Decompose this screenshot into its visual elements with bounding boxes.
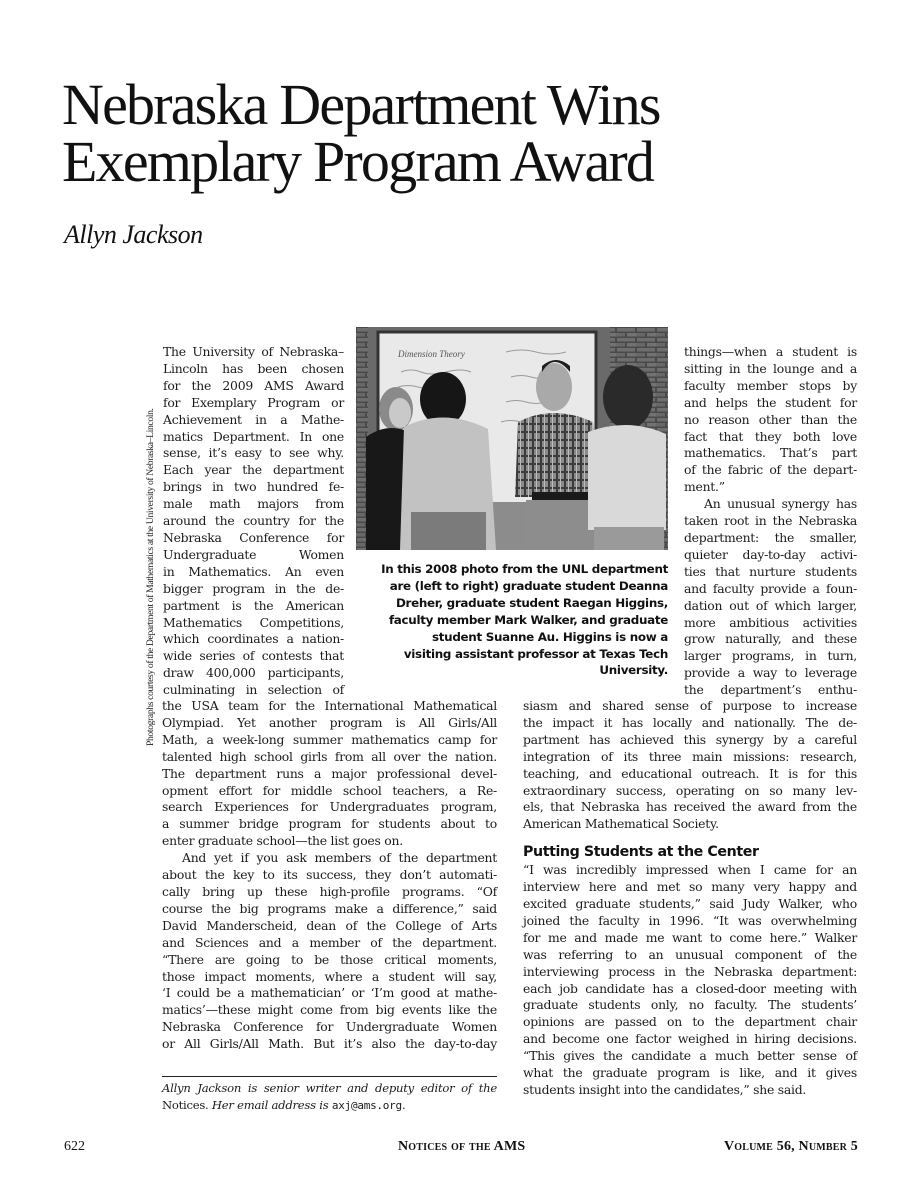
author-email-link[interactable]: axj@ams.org <box>331 1098 402 1112</box>
body-line: draw 400,000 participants, <box>163 665 344 681</box>
body-line: “There are going to be those critical moments, <box>162 951 497 967</box>
body-line: in Mathematics. An even <box>163 563 344 579</box>
footnote-line-2 <box>162 1098 405 1112</box>
body-line: larger programs, in turn, <box>684 648 857 664</box>
body-line: Mathematics Competitions, <box>163 614 344 630</box>
body-line: interview here and met so many very happy and <box>523 879 857 895</box>
body-line: interviewing process in the Nebraska department: <box>523 963 857 979</box>
body-line: Achievement in a Mathe- <box>163 411 344 427</box>
body-line: “This gives the candidate a much better sense of <box>523 1048 857 1064</box>
body-line: and Sciences and a member of the department. <box>162 934 497 950</box>
photo-caption <box>352 561 668 679</box>
photo-credit: Photographs courtesy of the Department of Mathematics at the University of Nebraska–Lincoln. <box>145 408 156 746</box>
body-line: integration of its three main missions: research, <box>523 748 857 764</box>
body-line: ‘I could be a mathematician’ or ‘I’m good at mathe- <box>162 985 497 1001</box>
footnote-rule <box>162 1076 497 1077</box>
body-line: The department runs a major professional devel- <box>162 765 497 781</box>
footnote-journal: Notices. <box>162 1097 209 1112</box>
page-number: 622 <box>64 1139 85 1154</box>
author-footnote <box>162 1080 497 1114</box>
body-line: els, that Nebraska has received the award from the <box>523 799 857 815</box>
caption-line: faculty member Mark Walker, and graduate <box>388 612 668 627</box>
group-photo-image <box>356 327 668 550</box>
body-line: The University of Nebraska– <box>163 344 344 359</box>
right-column-top <box>684 344 857 699</box>
left-bottom-paragraph-1 <box>162 698 497 850</box>
caption-line: University. <box>599 663 668 678</box>
body-line: joined the faculty in 1996. “It was overwhelming <box>523 912 857 928</box>
body-line: for the 2009 AMS Award <box>163 377 344 393</box>
body-line: which coordinates a nation- <box>163 631 344 647</box>
body-line: wide series of contests that <box>163 648 344 664</box>
body-line: about the key to its success, they don’t automati- <box>162 867 497 883</box>
right-top-paragraph-1 <box>684 344 857 496</box>
body-line: of the fabric of the depart- <box>684 462 857 478</box>
body-line: was referring to an unusual component of the <box>523 946 857 962</box>
body-line: the impact it has locally and nationally. The de- <box>523 714 857 730</box>
body-line: An unusual synergy has <box>704 496 857 512</box>
body-line: taken root in the Nebraska <box>684 513 857 529</box>
caption-line: are (left to right) graduate student Deanna <box>389 578 668 593</box>
body-line: what the graduate program is like, and it gives <box>523 1065 857 1081</box>
body-line: partment is the American <box>163 597 344 613</box>
body-line: partment has achieved this synergy by a careful <box>523 731 857 747</box>
body-line: siasm and shared sense of purpose to increase <box>523 698 857 713</box>
body-line: dation out of which larger, <box>684 597 857 613</box>
body-line: a summer bridge program for students about to <box>162 816 497 832</box>
body-line: teaching, and educational outreach. It is for this <box>523 765 857 781</box>
body-line: David Manderscheid, dean of the College of Arts <box>162 917 497 933</box>
body-line: opinions are passed on to the department chair <box>523 1014 857 1030</box>
body-line: matics Department. In one <box>163 428 344 444</box>
footnote-period: . <box>401 1097 406 1112</box>
body-line: fact that they both love <box>684 428 857 444</box>
left-column-bottom <box>162 698 497 1053</box>
caption-line: visiting assistant professor at Texas Tech <box>403 646 668 661</box>
body-line: cally bring up these high-profile programs. “Of <box>162 883 497 899</box>
body-line: Lincoln has been chosen <box>163 360 344 376</box>
body-line: And yet if you ask members of the department <box>182 850 497 866</box>
body-line: and faculty provide a foun- <box>684 580 857 596</box>
body-line: department: the smaller, <box>684 529 857 545</box>
body-line: matics’—these might come from big events like the <box>162 1002 497 1018</box>
body-line: the department’s enthu- <box>684 682 857 698</box>
body-line: for Exemplary Program or <box>163 394 344 410</box>
body-line: “I was incredibly impressed when I came for an <box>523 862 857 878</box>
body-line: opment effort for middle school teachers, a Re- <box>162 782 497 798</box>
body-line: and become one factor weighed in hiring decisions. <box>523 1031 857 1047</box>
caption-line: student Suanne Au. Higgins is now a <box>432 629 668 644</box>
right-bottom-paragraph-2 <box>523 862 857 1099</box>
body-line: those impact moments, where a student will say, <box>162 968 497 984</box>
body-line: students insight into the candidates,” she said. <box>523 1081 807 1097</box>
article-photo <box>356 327 668 550</box>
body-line: Math, a week-long summer mathematics camp for <box>162 731 497 747</box>
right-bottom-paragraph-1 <box>523 698 857 833</box>
body-line: enter graduate school—the list goes on. <box>162 833 403 849</box>
author-byline: Allyn Jackson <box>64 220 203 249</box>
body-line: grow naturally, and these <box>684 631 857 647</box>
body-line: talented high school girls from all over the nation. <box>162 748 497 764</box>
footnote-italic: Allyn Jackson is senior writer and deputy editor of the <box>162 1081 497 1095</box>
body-line: bigger program in the de- <box>163 580 344 596</box>
body-line: culminating in selection of <box>163 682 344 698</box>
body-line: no reason other than the <box>684 411 857 427</box>
body-line: sitting in the lounge and a <box>684 360 857 376</box>
body-line: things—when a student is <box>684 344 857 359</box>
body-line: and helps the student for <box>684 394 857 410</box>
body-line: faculty member stops by <box>684 377 857 393</box>
body-line: brings in two hundred fe- <box>163 479 344 495</box>
title-line-1: Nebraska Department Wins <box>62 72 660 137</box>
body-line: ties that nurture students <box>684 563 857 579</box>
body-line: around the country for the <box>163 513 344 529</box>
body-line: or All Girls/All Math. But it’s also the day-to-day <box>162 1036 497 1052</box>
caption-line: In this 2008 photo from the UNL department <box>381 562 668 576</box>
right-top-paragraph-2 <box>684 496 857 699</box>
body-line: provide a way to leverage <box>684 665 857 681</box>
body-line: graduate students only, no faculty. The students’ <box>523 997 857 1013</box>
body-line: search Experiences for Undergraduates program, <box>162 799 497 815</box>
body-line: each job candidate has a closed-door meeting with <box>523 980 857 996</box>
article-title <box>62 72 822 194</box>
body-line: course the big programs make a difference,” said <box>162 900 497 916</box>
footnote-line-1 <box>162 1080 497 1097</box>
body-line: ment.” <box>684 479 725 495</box>
left-bottom-paragraph-2 <box>162 850 497 1053</box>
right-column-bottom <box>523 698 857 1099</box>
footnote-italic-2: Her email address is <box>211 1097 329 1112</box>
left-column-top <box>163 344 344 699</box>
body-line: for me and made me want to come here.” Walker <box>523 929 857 945</box>
body-line: Nebraska Conference for Undergraduate Women <box>162 1019 497 1035</box>
body-line: excited graduate students,” said Judy Walker, who <box>523 895 857 911</box>
body-line: Nebraska Conference for <box>163 529 344 545</box>
caption-line: Dreher, graduate student Raegan Higgins, <box>395 595 668 610</box>
journal-name: Notices of the AMS <box>398 1139 526 1154</box>
body-line: Olympiad. Yet another program is All Girls/All <box>162 714 497 730</box>
section-heading: Putting Students at the Center <box>523 844 759 861</box>
body-line: American Mathematical Society. <box>523 816 719 832</box>
body-line: the USA team for the International Mathematical <box>162 698 497 713</box>
whiteboard-text: Dimension Theory <box>398 349 465 359</box>
body-line: Each year the department <box>163 462 344 478</box>
body-line: more ambitious activities <box>684 614 857 630</box>
volume-info: Volume 56, Number 5 <box>723 1139 858 1154</box>
body-line: Undergraduate Women <box>163 546 344 562</box>
body-line: extraordinary success, operating on so many lev- <box>523 782 857 798</box>
title-line-2: Exemplary Program Award <box>62 129 654 194</box>
body-line: male math majors from <box>163 496 344 512</box>
body-line: sense, it’s easy to see why. <box>163 445 344 461</box>
body-line: quieter day-to-day activi- <box>684 546 857 562</box>
body-line: mathematics. That’s part <box>684 445 857 461</box>
